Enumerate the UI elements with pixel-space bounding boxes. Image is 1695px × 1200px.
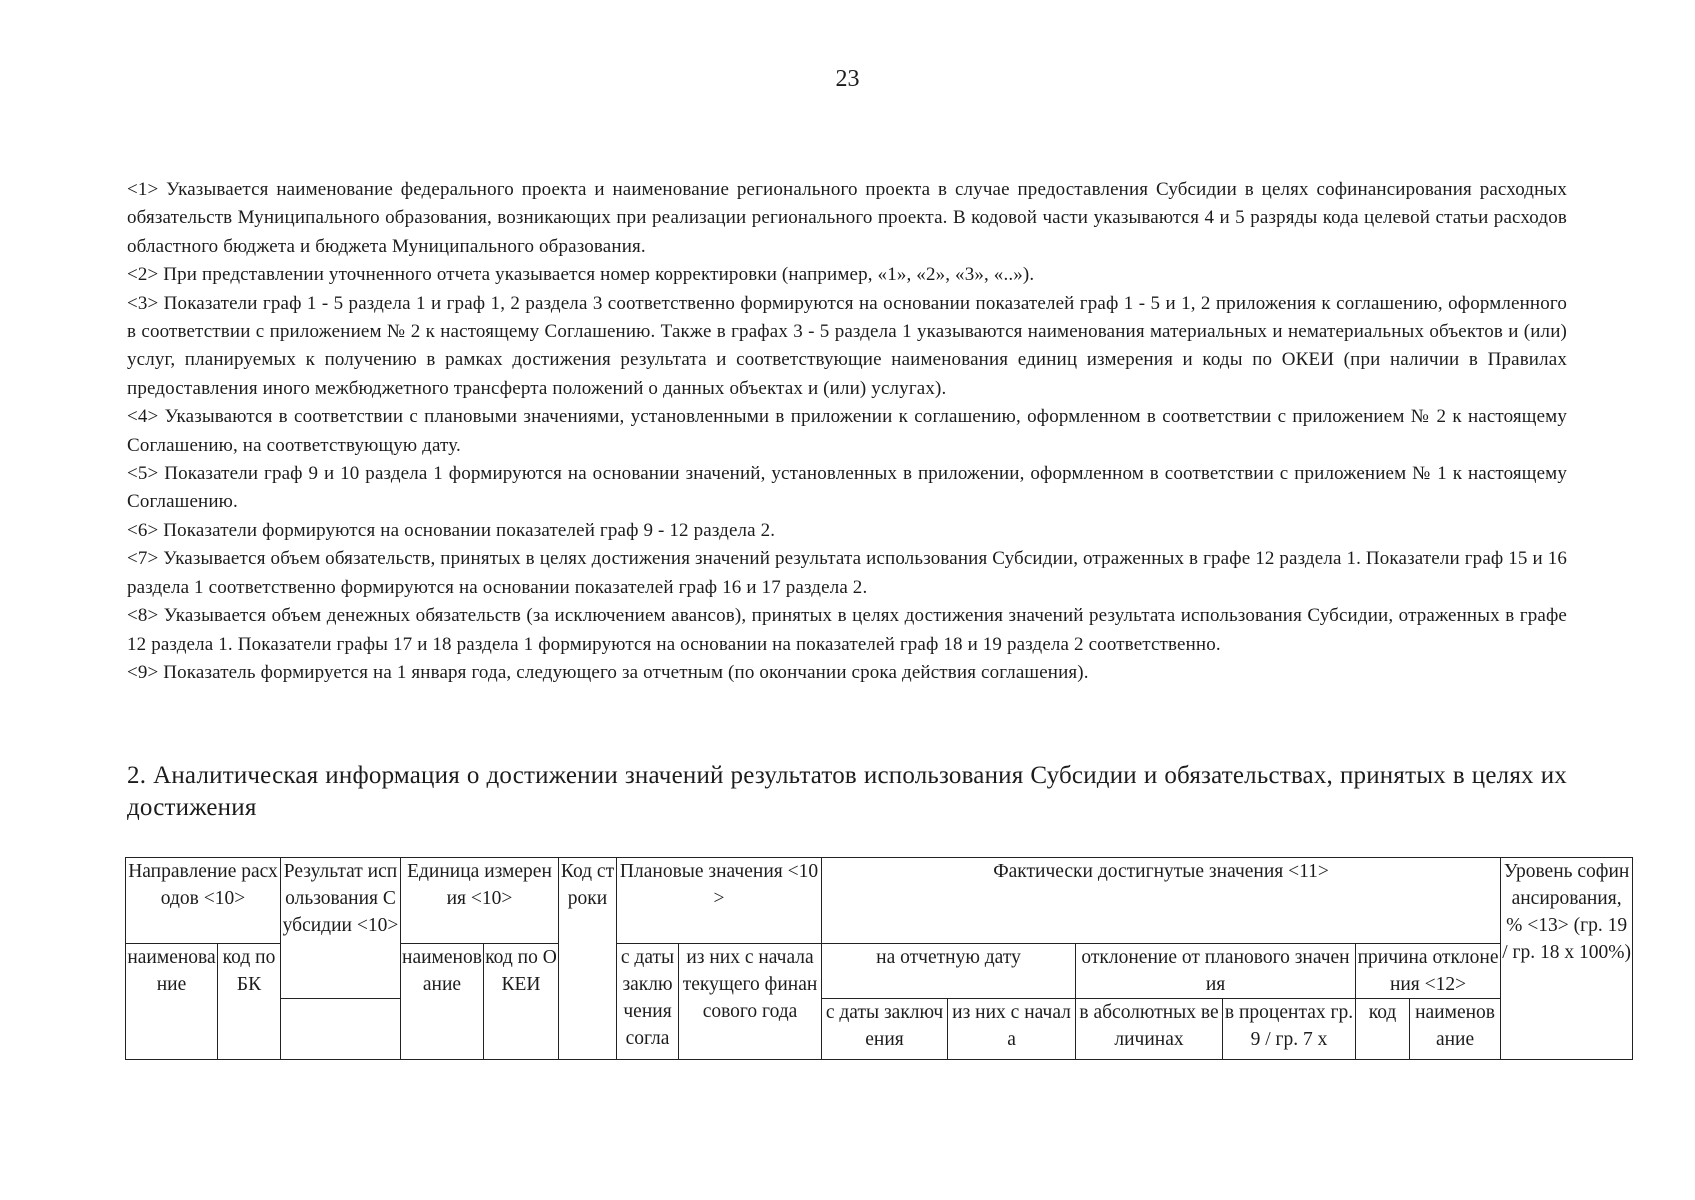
footnote-2: <2> При представлении уточненного отчета указывается номер корректировки (например, «1», «2», «3», «..»). [127, 264, 1035, 286]
actual-since-agreement-header: с даты заключения [822, 999, 948, 1060]
planned-since-agreement-header: с даты заключения согла [617, 944, 679, 1060]
footnote-9: <9> Показатель формируется на 1 января года, следующего за отчетным (по окончании срока действия соглашения). [127, 661, 1089, 683]
reason-name-header: наименование [1410, 999, 1501, 1060]
footnote-7: <7> Указывается объем обязательств, принятых в целях достижения значений результата использования Субсидии, отраженных в графе 12 раздела 1. Показатели граф 15 и 16 раздела 1 соответственно формируются на основании показателей граф 16 и 17 раздела 2. [127, 548, 1567, 598]
result-header: Результат использования Субсидии <10> [281, 858, 401, 999]
unit-header: Единица измерения <10> [401, 858, 559, 944]
table-header-row [126, 858, 1633, 944]
direction-name-header: наименование [126, 944, 218, 1060]
footnote-1: <1> Указывается наименование федерального проекта и наименование регионального проекта в случае предоставления Субсидии в целях софинансирования расходных обязательств Муниципального образования, возникающих при реализации регионального проекта. В кодовой части указываются 4 и 5 разряды кода целевой статьи расходов областного бюджета и бюджета Муниципального образования. [127, 179, 1567, 257]
reason-header: причина отклонения <12> [1356, 944, 1501, 999]
footnote-6: <6> Показатели формируются на основании показателей граф 9 - 12 раздела 2. [127, 519, 776, 541]
cofinancing-header: Уровень софинансирования, % <13> (гр. 19 / гр. 18 x 100%) [1501, 858, 1633, 1060]
okei-code-header: код по ОКЕИ [484, 944, 559, 1060]
result-empty-cell [281, 999, 401, 1060]
deviation-header: отклонение от планового значения [1076, 944, 1356, 999]
planned-header: Плановые значения <10> [617, 858, 822, 944]
actual-header: Фактически достигнутые значения <11> [822, 858, 1501, 944]
planned-since-year-start-header: из них с начала текущего финансового года [679, 944, 822, 1060]
unit-name-header: наименование [401, 944, 484, 1060]
direction-header: Направление расходов <10> [126, 858, 281, 944]
section-heading: 2. Аналитическая информация о достижении значений результатов использования Субсидии и обязательствах, принятых в целях их достижения [127, 762, 1567, 821]
footnote-4: <4> Указываются в соответствии с плановыми значениями, установленными в приложении к соглашению, оформленном в соответствии с приложением № 2 к настоящему Соглашению, на соответствующую дату. [127, 406, 1567, 456]
actual-since-start-header: из них с начала [948, 999, 1076, 1060]
footnote-5: <5> Показатели граф 9 и 10 раздела 1 формируются на основании значений, установленных в приложении, оформленном в соответствии с приложением № 1 к настоящему Соглашению. [127, 463, 1567, 513]
footnotes [127, 176, 1567, 687]
bk-code-header: код по БК [218, 944, 281, 1060]
footnote-3: <3> Показатели граф 1 - 5 раздела 1 и граф 1, 2 раздела 3 соответственно формируются на основании показателей граф 1 - 5 и 1, 2 приложения к соглашению, оформленного в соответствии с приложением № 2 к настоящему Соглашению. Также в графах 3 - 5 раздела 1 указываются наименования материальных и нематериальных объектов и (или) услуг, планируемых к получению в рамках достижения результата и соответствующие наименования единиц измерения и коды по ОКЕИ (при наличии в Правилах предоставления иного межбюджетного трансферта положений о данных объектах и (или) услугах). [127, 292, 1567, 399]
deviation-percent-header: в процентах гр. 9 / гр. 7 x [1223, 999, 1356, 1060]
deviation-absolute-header: в абсолютных величинах [1076, 999, 1223, 1060]
page-number: 23 [835, 66, 860, 92]
analytics-table [125, 857, 1633, 1060]
on-report-date-header: на отчетную дату [822, 944, 1076, 999]
footnote-8: <8> Указывается объем денежных обязательств (за исключением авансов), принятых в целях достижения значений результата использования Субсидии, отраженных в графе 12 раздела 1. Показатели графы 17 и 18 раздела 1 формируются на основании на показателей граф 18 и 19 раздела 2 соответственно. [127, 605, 1567, 655]
reason-code-header: код [1356, 999, 1410, 1060]
row-code-header: Код строки [559, 858, 617, 1060]
